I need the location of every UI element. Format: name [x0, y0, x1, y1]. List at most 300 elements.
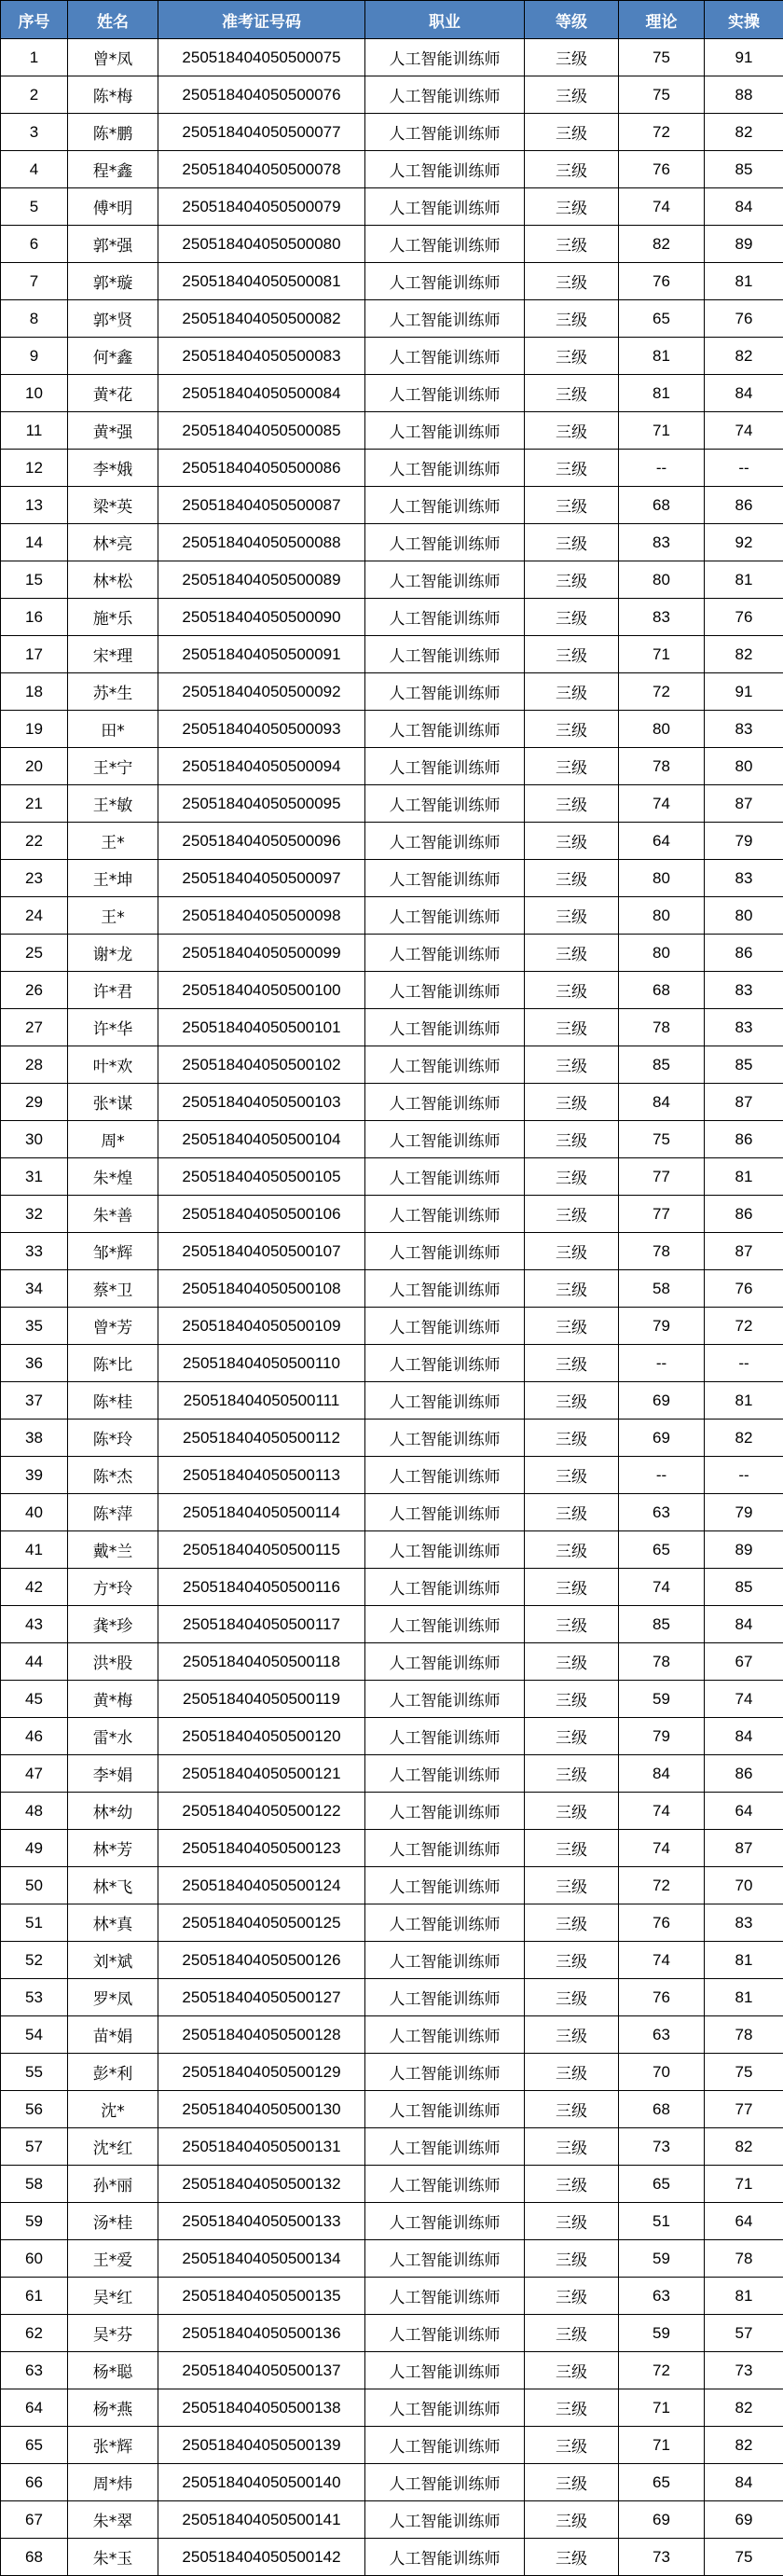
name-cell: 吴*红	[68, 2278, 158, 2315]
occupation-cell: 人工智能训练师	[365, 561, 525, 599]
practice-score-cell: 86	[705, 487, 783, 524]
level-cell: 三级	[525, 860, 619, 897]
table-row	[1, 1755, 783, 1793]
seq-cell: 56	[1, 2091, 68, 2128]
table-row	[1, 673, 783, 711]
table-row	[1, 2389, 783, 2427]
seq-cell: 2	[1, 76, 68, 114]
ticket-number-cell: 250518404050500142	[158, 2539, 365, 2576]
theory-score-cell: 80	[619, 897, 705, 935]
ticket-number-cell: 250518404050500127	[158, 1979, 365, 2016]
seq-cell: 63	[1, 2352, 68, 2389]
ticket-number-cell: 250518404050500125	[158, 1904, 365, 1942]
practice-score-cell: 79	[705, 823, 783, 860]
name-cell: 陈*桂	[68, 1382, 158, 1420]
practice-score-cell: 81	[705, 263, 783, 300]
ticket-number-cell: 250518404050500110	[158, 1345, 365, 1382]
name-cell: 程*鑫	[68, 151, 158, 188]
theory-score-cell: 84	[619, 1755, 705, 1793]
level-cell: 三级	[525, 300, 619, 338]
level-cell: 三级	[525, 1009, 619, 1046]
practice-score-cell: 73	[705, 2352, 783, 2389]
occupation-cell: 人工智能训练师	[365, 1158, 525, 1196]
seq-cell: 5	[1, 188, 68, 226]
theory-score-cell: 85	[619, 1606, 705, 1643]
level-cell: 三级	[525, 1718, 619, 1755]
theory-score-cell: 84	[619, 1084, 705, 1121]
ticket-number-cell: 250518404050500092	[158, 673, 365, 711]
ticket-number-cell: 250518404050500116	[158, 1569, 365, 1606]
table-row	[1, 972, 783, 1009]
practice-score-cell: 78	[705, 2240, 783, 2278]
level-cell: 三级	[525, 188, 619, 226]
seq-cell: 35	[1, 1308, 68, 1345]
theory-score-cell: 68	[619, 972, 705, 1009]
ticket-number-cell: 250518404050500129	[158, 2054, 365, 2091]
theory-score-cell: 51	[619, 2203, 705, 2240]
name-cell: 林*芳	[68, 1830, 158, 1867]
table-row	[1, 1531, 783, 1569]
seq-cell: 3	[1, 114, 68, 151]
theory-score-cell: 80	[619, 711, 705, 748]
practice-score-cell: 82	[705, 2389, 783, 2427]
name-cell: 许*君	[68, 972, 158, 1009]
seq-cell: 1	[1, 39, 68, 76]
table-row	[1, 1830, 783, 1867]
level-cell: 三级	[525, 1382, 619, 1420]
theory-score-cell: --	[619, 450, 705, 487]
table-row	[1, 1084, 783, 1121]
table-row	[1, 1904, 783, 1942]
ticket-number-cell: 250518404050500112	[158, 1420, 365, 1457]
table-row	[1, 375, 783, 412]
table-row	[1, 1942, 783, 1979]
theory-score-cell: 63	[619, 1494, 705, 1531]
name-cell: 朱*善	[68, 1196, 158, 1233]
ticket-number-cell: 250518404050500131	[158, 2128, 365, 2166]
theory-score-cell: 81	[619, 375, 705, 412]
seq-cell: 57	[1, 2128, 68, 2166]
occupation-cell: 人工智能训练师	[365, 1121, 525, 1158]
table-row	[1, 2016, 783, 2054]
occupation-cell: 人工智能训练师	[365, 300, 525, 338]
table-row	[1, 935, 783, 972]
theory-score-cell: 63	[619, 2278, 705, 2315]
table-row	[1, 1233, 783, 1270]
ticket-number-cell: 250518404050500084	[158, 375, 365, 412]
seq-cell: 22	[1, 823, 68, 860]
occupation-cell: 人工智能训练师	[365, 1606, 525, 1643]
ticket-number-cell: 250518404050500111	[158, 1382, 365, 1420]
occupation-cell: 人工智能训练师	[365, 1830, 525, 1867]
occupation-cell: 人工智能训练师	[365, 2539, 525, 2576]
seq-cell: 4	[1, 151, 68, 188]
table-row	[1, 263, 783, 300]
name-cell: 苏*生	[68, 673, 158, 711]
occupation-cell: 人工智能训练师	[365, 897, 525, 935]
practice-score-cell: 80	[705, 748, 783, 785]
table-row	[1, 487, 783, 524]
ticket-number-cell: 250518404050500121	[158, 1755, 365, 1793]
name-cell: 傅*明	[68, 188, 158, 226]
header-theory: 理论	[619, 1, 705, 39]
name-cell: 洪*股	[68, 1643, 158, 1681]
level-cell: 三级	[525, 151, 619, 188]
occupation-cell: 人工智能训练师	[365, 2464, 525, 2501]
practice-score-cell: 77	[705, 2091, 783, 2128]
practice-score-cell: 81	[705, 2278, 783, 2315]
level-cell: 三级	[525, 1308, 619, 1345]
level-cell: 三级	[525, 263, 619, 300]
seq-cell: 21	[1, 785, 68, 823]
theory-score-cell: 65	[619, 2464, 705, 2501]
theory-score-cell: 75	[619, 1121, 705, 1158]
occupation-cell: 人工智能训练师	[365, 1233, 525, 1270]
occupation-cell: 人工智能训练师	[365, 1270, 525, 1308]
practice-score-cell: 79	[705, 1494, 783, 1531]
seq-cell: 9	[1, 338, 68, 375]
occupation-cell: 人工智能训练师	[365, 2352, 525, 2389]
occupation-cell: 人工智能训练师	[365, 711, 525, 748]
table-row	[1, 1494, 783, 1531]
theory-score-cell: 75	[619, 76, 705, 114]
occupation-cell: 人工智能训练师	[365, 375, 525, 412]
table-row	[1, 1457, 783, 1494]
table-row	[1, 188, 783, 226]
seq-cell: 14	[1, 524, 68, 561]
practice-score-cell: 85	[705, 151, 783, 188]
table-row	[1, 1009, 783, 1046]
name-cell: 陈*梅	[68, 76, 158, 114]
occupation-cell: 人工智能训练师	[365, 1569, 525, 1606]
practice-score-cell: 85	[705, 1046, 783, 1084]
seq-cell: 55	[1, 2054, 68, 2091]
table-row	[1, 897, 783, 935]
theory-score-cell: 75	[619, 39, 705, 76]
practice-score-cell: 85	[705, 1569, 783, 1606]
ticket-number-cell: 250518404050500082	[158, 300, 365, 338]
table-row	[1, 1046, 783, 1084]
level-cell: 三级	[525, 2464, 619, 2501]
name-cell: 郭*贤	[68, 300, 158, 338]
theory-score-cell: 74	[619, 1793, 705, 1830]
table-row	[1, 1121, 783, 1158]
header-level: 等级	[525, 1, 619, 39]
theory-score-cell: 80	[619, 561, 705, 599]
ticket-number-cell: 250518404050500085	[158, 412, 365, 450]
occupation-cell: 人工智能训练师	[365, 2203, 525, 2240]
level-cell: 三级	[525, 2166, 619, 2203]
ticket-number-cell: 250518404050500137	[158, 2352, 365, 2389]
practice-score-cell: 74	[705, 1681, 783, 1718]
theory-score-cell: --	[619, 1457, 705, 1494]
level-cell: 三级	[525, 1345, 619, 1382]
theory-score-cell: 58	[619, 1270, 705, 1308]
table-row	[1, 636, 783, 673]
name-cell: 汤*桂	[68, 2203, 158, 2240]
occupation-cell: 人工智能训练师	[365, 972, 525, 1009]
level-cell: 三级	[525, 2240, 619, 2278]
theory-score-cell: --	[619, 1345, 705, 1382]
ticket-number-cell: 250518404050500103	[158, 1084, 365, 1121]
theory-score-cell: 74	[619, 1830, 705, 1867]
ticket-number-cell: 250518404050500076	[158, 76, 365, 114]
occupation-cell: 人工智能训练师	[365, 1979, 525, 2016]
name-cell: 雷*水	[68, 1718, 158, 1755]
name-cell: 朱*煌	[68, 1158, 158, 1196]
practice-score-cell: 91	[705, 39, 783, 76]
table-row	[1, 1606, 783, 1643]
table-row	[1, 1569, 783, 1606]
ticket-number-cell: 250518404050500104	[158, 1121, 365, 1158]
level-cell: 三级	[525, 897, 619, 935]
occupation-cell: 人工智能训练师	[365, 1308, 525, 1345]
ticket-number-cell: 250518404050500128	[158, 2016, 365, 2054]
level-cell: 三级	[525, 450, 619, 487]
seq-cell: 47	[1, 1755, 68, 1793]
name-cell: 谢*龙	[68, 935, 158, 972]
practice-score-cell: 76	[705, 300, 783, 338]
occupation-cell: 人工智能训练师	[365, 1867, 525, 1904]
practice-score-cell: 82	[705, 2128, 783, 2166]
name-cell: 林*松	[68, 561, 158, 599]
seq-cell: 19	[1, 711, 68, 748]
name-cell: 陈*玲	[68, 1420, 158, 1457]
seq-cell: 58	[1, 2166, 68, 2203]
name-cell: 许*华	[68, 1009, 158, 1046]
occupation-cell: 人工智能训练师	[365, 2315, 525, 2352]
practice-score-cell: 72	[705, 1308, 783, 1345]
table-row	[1, 1270, 783, 1308]
name-cell: 李*娥	[68, 450, 158, 487]
table-row	[1, 2054, 783, 2091]
theory-score-cell: 83	[619, 599, 705, 636]
occupation-cell: 人工智能训练师	[365, 748, 525, 785]
theory-score-cell: 79	[619, 1718, 705, 1755]
header-row	[1, 1, 783, 39]
table-body	[1, 39, 783, 2576]
name-cell: 沈*红	[68, 2128, 158, 2166]
seq-cell: 37	[1, 1382, 68, 1420]
theory-score-cell: 76	[619, 1979, 705, 2016]
level-cell: 三级	[525, 2016, 619, 2054]
name-cell: 林*亮	[68, 524, 158, 561]
name-cell: 沈*	[68, 2091, 158, 2128]
table-row	[1, 2539, 783, 2576]
practice-score-cell: 81	[705, 1979, 783, 2016]
practice-score-cell: 70	[705, 1867, 783, 1904]
occupation-cell: 人工智能训练师	[365, 1755, 525, 1793]
seq-cell: 40	[1, 1494, 68, 1531]
seq-cell: 51	[1, 1904, 68, 1942]
name-cell: 曾*芳	[68, 1308, 158, 1345]
level-cell: 三级	[525, 2128, 619, 2166]
seq-cell: 18	[1, 673, 68, 711]
ticket-number-cell: 250518404050500138	[158, 2389, 365, 2427]
theory-score-cell: 78	[619, 1233, 705, 1270]
table-row	[1, 1643, 783, 1681]
ticket-number-cell: 250518404050500091	[158, 636, 365, 673]
theory-score-cell: 69	[619, 1420, 705, 1457]
occupation-cell: 人工智能训练师	[365, 2389, 525, 2427]
occupation-cell: 人工智能训练师	[365, 673, 525, 711]
name-cell: 周*	[68, 1121, 158, 1158]
practice-score-cell: 80	[705, 897, 783, 935]
ticket-number-cell: 250518404050500088	[158, 524, 365, 561]
ticket-number-cell: 250518404050500122	[158, 1793, 365, 1830]
seq-cell: 44	[1, 1643, 68, 1681]
name-cell: 陈*萍	[68, 1494, 158, 1531]
name-cell: 杨*聪	[68, 2352, 158, 2389]
seq-cell: 59	[1, 2203, 68, 2240]
ticket-number-cell: 250518404050500114	[158, 1494, 365, 1531]
level-cell: 三级	[525, 673, 619, 711]
seq-cell: 49	[1, 1830, 68, 1867]
practice-score-cell: 87	[705, 785, 783, 823]
practice-score-cell: 83	[705, 860, 783, 897]
level-cell: 三级	[525, 561, 619, 599]
table-row	[1, 1382, 783, 1420]
ticket-number-cell: 250518404050500105	[158, 1158, 365, 1196]
level-cell: 三级	[525, 2278, 619, 2315]
table-row	[1, 2166, 783, 2203]
occupation-cell: 人工智能训练师	[365, 226, 525, 263]
seq-cell: 48	[1, 1793, 68, 1830]
practice-score-cell: 91	[705, 673, 783, 711]
name-cell: 陈*杰	[68, 1457, 158, 1494]
seq-cell: 60	[1, 2240, 68, 2278]
level-cell: 三级	[525, 785, 619, 823]
seq-cell: 8	[1, 300, 68, 338]
ticket-number-cell: 250518404050500089	[158, 561, 365, 599]
table-row	[1, 412, 783, 450]
ticket-number-cell: 250518404050500090	[158, 599, 365, 636]
level-cell: 三级	[525, 338, 619, 375]
ticket-number-cell: 250518404050500101	[158, 1009, 365, 1046]
theory-score-cell: 72	[619, 1867, 705, 1904]
occupation-cell: 人工智能训练师	[365, 1345, 525, 1382]
theory-score-cell: 76	[619, 151, 705, 188]
header-practice: 实操	[705, 1, 783, 39]
ticket-number-cell: 250518404050500119	[158, 1681, 365, 1718]
level-cell: 三级	[525, 1867, 619, 1904]
seq-cell: 31	[1, 1158, 68, 1196]
seq-cell: 65	[1, 2427, 68, 2464]
theory-score-cell: 78	[619, 748, 705, 785]
table-row	[1, 2203, 783, 2240]
practice-score-cell: 82	[705, 338, 783, 375]
occupation-cell: 人工智能训练师	[365, 2091, 525, 2128]
level-cell: 三级	[525, 1830, 619, 1867]
seq-cell: 64	[1, 2389, 68, 2427]
ticket-number-cell: 250518404050500099	[158, 935, 365, 972]
ticket-number-cell: 250518404050500080	[158, 226, 365, 263]
seq-cell: 33	[1, 1233, 68, 1270]
table-row	[1, 1196, 783, 1233]
level-cell: 三级	[525, 226, 619, 263]
theory-score-cell: 71	[619, 2389, 705, 2427]
name-cell: 李*娟	[68, 1755, 158, 1793]
ticket-number-cell: 250518404050500115	[158, 1531, 365, 1569]
occupation-cell: 人工智能训练师	[365, 114, 525, 151]
seq-cell: 62	[1, 2315, 68, 2352]
ticket-number-cell: 250518404050500077	[158, 114, 365, 151]
theory-score-cell: 74	[619, 1942, 705, 1979]
theory-score-cell: 77	[619, 1158, 705, 1196]
table-row	[1, 860, 783, 897]
theory-score-cell: 79	[619, 1308, 705, 1345]
practice-score-cell: --	[705, 1457, 783, 1494]
name-cell: 黄*梅	[68, 1681, 158, 1718]
practice-score-cell: 57	[705, 2315, 783, 2352]
ticket-number-cell: 250518404050500086	[158, 450, 365, 487]
name-cell: 何*鑫	[68, 338, 158, 375]
occupation-cell: 人工智能训练师	[365, 2128, 525, 2166]
name-cell: 林*飞	[68, 1867, 158, 1904]
level-cell: 三级	[525, 2427, 619, 2464]
table-row	[1, 338, 783, 375]
occupation-cell: 人工智能训练师	[365, 524, 525, 561]
name-cell: 叶*欢	[68, 1046, 158, 1084]
seq-cell: 30	[1, 1121, 68, 1158]
table-row	[1, 450, 783, 487]
practice-score-cell: 84	[705, 188, 783, 226]
level-cell: 三级	[525, 2203, 619, 2240]
theory-score-cell: 71	[619, 2427, 705, 2464]
occupation-cell: 人工智能训练师	[365, 412, 525, 450]
practice-score-cell: --	[705, 450, 783, 487]
ticket-number-cell: 250518404050500098	[158, 897, 365, 935]
name-cell: 朱*翠	[68, 2501, 158, 2539]
level-cell: 三级	[525, 1531, 619, 1569]
theory-score-cell: 65	[619, 300, 705, 338]
level-cell: 三级	[525, 375, 619, 412]
ticket-number-cell: 250518404050500097	[158, 860, 365, 897]
theory-score-cell: 73	[619, 2128, 705, 2166]
theory-score-cell: 81	[619, 338, 705, 375]
seq-cell: 38	[1, 1420, 68, 1457]
practice-score-cell: 81	[705, 561, 783, 599]
table-row	[1, 114, 783, 151]
seq-cell: 61	[1, 2278, 68, 2315]
table-row	[1, 823, 783, 860]
name-cell: 宋*理	[68, 636, 158, 673]
name-cell: 朱*玉	[68, 2539, 158, 2576]
seq-cell: 46	[1, 1718, 68, 1755]
theory-score-cell: 59	[619, 2315, 705, 2352]
occupation-cell: 人工智能训练师	[365, 1457, 525, 1494]
table-row	[1, 1158, 783, 1196]
practice-score-cell: 76	[705, 1270, 783, 1308]
level-cell: 三级	[525, 2389, 619, 2427]
table-row	[1, 2501, 783, 2539]
ticket-number-cell: 250518404050500094	[158, 748, 365, 785]
name-cell: 林*幼	[68, 1793, 158, 1830]
practice-score-cell: 82	[705, 636, 783, 673]
occupation-cell: 人工智能训练师	[365, 2166, 525, 2203]
seq-cell: 52	[1, 1942, 68, 1979]
occupation-cell: 人工智能训练师	[365, 1046, 525, 1084]
occupation-cell: 人工智能训练师	[365, 1420, 525, 1457]
theory-score-cell: 63	[619, 2016, 705, 2054]
theory-score-cell: 64	[619, 823, 705, 860]
theory-score-cell: 82	[619, 226, 705, 263]
name-cell: 梁*英	[68, 487, 158, 524]
theory-score-cell: 77	[619, 1196, 705, 1233]
seq-cell: 13	[1, 487, 68, 524]
name-cell: 苗*娟	[68, 2016, 158, 2054]
practice-score-cell: 75	[705, 2054, 783, 2091]
